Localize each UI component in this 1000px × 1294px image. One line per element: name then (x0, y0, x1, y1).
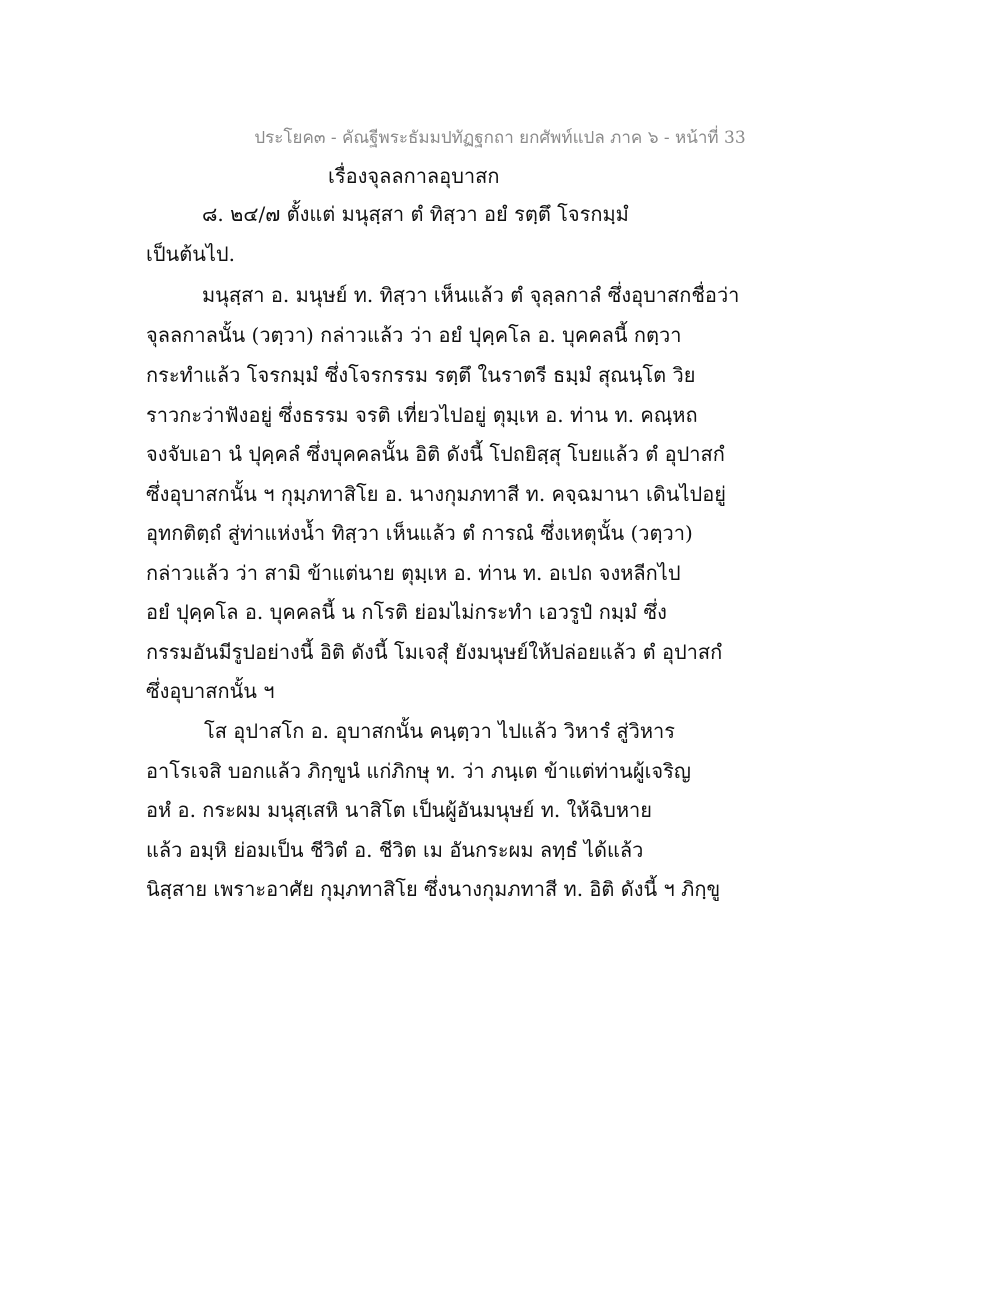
text-line: มนุสฺสา อ. มนุษย์ ท. ทิสฺวา เห็นแล้ว ตํ จุลฺลกาลํ ซึ่งอุบาสกชื่อว่า (202, 283, 740, 307)
text-line: อาโรเจสิ บอกแล้ว ภิกฺขูนํ แก่ภิกษุ ท. ว่า ภนฺเต ข้าแต่ท่านผู้เจริญ (146, 759, 691, 783)
text-line: กล่าวแล้ว ว่า สามิ ข้าแต่นาย ตุมฺเห อ. ท่าน ท. อเปถ จงหลีกไป (146, 561, 681, 585)
text-line: แล้ว อมฺหิ ย่อมเป็น ชีวิตํ อ. ชีวิต เม อันกระผม ลทฺธํ ได้แล้ว (146, 838, 644, 862)
story-title: เรื่องจุลลกาลอุบาสก (328, 164, 500, 188)
text-line: เป็นต้นไป. (146, 242, 235, 266)
text-line: อหํ อ. กระผม มนุสฺเสหิ นาสิโต เป็นผู้อันมนุษย์ ท. ให้ฉิบหาย (146, 798, 652, 822)
text-line: อยํ ปุคฺคโล อ. บุคคลนี้ น กโรติ ย่อมไม่กระทำ เอวรูปํ กมฺมํ ซึ่ง (146, 600, 667, 624)
text-line: นิสฺสาย เพราะอาศัย กุมฺภทาสิโย ซึ่งนางกุมภทาสี ท. อิติ ดังนี้ ฯ ภิกฺขู (146, 877, 721, 901)
text-line: ราวกะว่าฟังอยู่ ซึ่งธรรม จรติ เที่ยวไปอยู่ ตุมฺเห อ. ท่าน ท. คณฺหถ (146, 403, 698, 427)
text-line: จุลลกาลนั้น (วตฺวา) กล่าวแล้ว ว่า อยํ ปุคฺคโล อ. บุคคลนี้ กตฺวา (146, 323, 682, 347)
text-line: ซึ่งอุบาสกนั้น ฯ กุมฺภทาสิโย อ. นางกุมภทาสี ท. คจฺฉมานา เดินไปอยู่ (146, 482, 726, 506)
text-line: กรรมอันมีรูปอย่างนี้ อิติ ดังนี้ โมเจสุํ ยังมนุษย์ให้ปล่อยแล้ว ตํ อุปาสกํ (146, 640, 723, 664)
text-line: อุทกติตฺถํ สู่ท่าแห่งน้ำ ทิสฺวา เห็นแล้ว ตํ การณํ ซึ่งเหตุนั้น (วตฺวา) (146, 521, 693, 545)
text-line: โส อุปาสโก อ. อุบาสกนั้น คนฺตฺวา ไปแล้ว วิหารํ สู่วิหาร (204, 719, 676, 743)
text-line: ซึ่งอุบาสกนั้น ฯ (146, 679, 275, 703)
text-line: ๘. ๒๔/๗ ตั้งแต่ มนุสฺสา ตํ ทิสฺวา อยํ รตฺตึ โจรกมฺมํ (202, 202, 629, 226)
running-header: ประโยค๓ - คัณฐีพระธัมมปทัฏฐกถา ยกศัพท์แปล ภาค ๖ - หน้าที่ 33 (254, 128, 746, 148)
text-line: จงจับเอา นํ ปุคฺคลํ ซึ่งบุคคลนั้น อิติ ดังนี้ โปถยิสฺสุ โบยแล้ว ตํ อุปาสกํ (146, 442, 725, 466)
text-line: กระทำแล้ว โจรกมฺมํ ซึ่งโจรกรรม รตฺตึ ในราตรี ธมฺมํ สุณนฺโต วิย (146, 363, 696, 387)
